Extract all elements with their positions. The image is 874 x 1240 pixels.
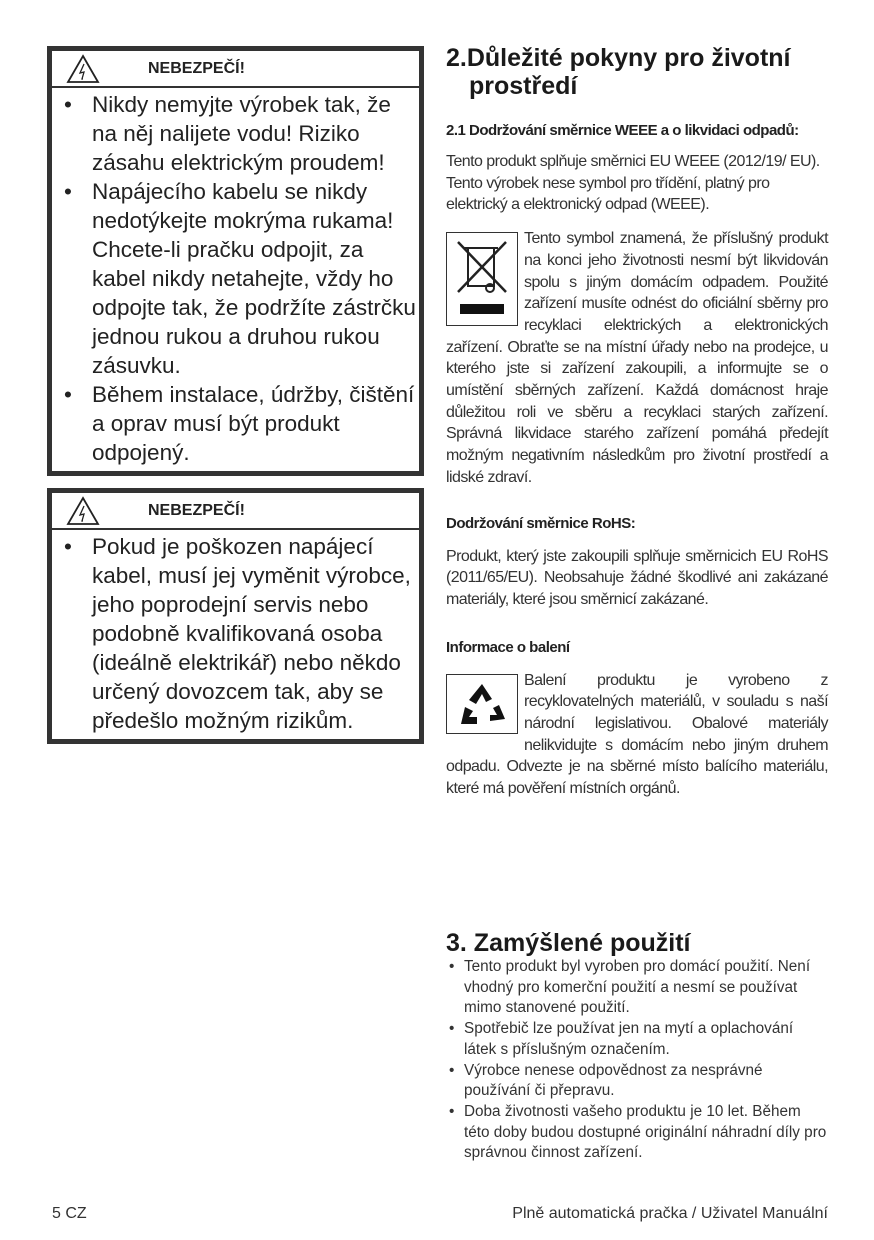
rohs-heading: Dodržování směrnice RoHS: — [446, 514, 636, 532]
danger-title: NEBEZPEČÍ! — [148, 59, 245, 77]
danger-item: • Během instalace, údržby, čištění a oprav musí být produkt odpojený. — [52, 380, 419, 467]
footer-title: Plně automatická pračka / Uživatel Manuální — [512, 1205, 828, 1222]
section-3-title: 3. Zamýšlené použití — [446, 929, 691, 957]
danger-item: • Napájecího kabelu se nikdy nedotýkejte mokrýma rukama! Chcete-li pračku odpojit, za kabel nikdy netahejte, vždy ho odpojte tak, že podržíte zástrčku jednou rukou a druhou rukou zásuvku. — [52, 177, 419, 380]
packaging-heading: Informace o balení — [446, 638, 570, 656]
title-line: prostředí — [469, 72, 578, 100]
packaging-block — [446, 670, 828, 800]
title-line: 2.Důležité pokyny pro životní — [446, 44, 791, 72]
usage-item: • Výrobce nenese odpovědnost za nesprávné používání či přepravu. — [446, 1061, 828, 1102]
section-2 — [446, 44, 828, 800]
danger-box-1 — [47, 46, 424, 476]
weee-bin-icon — [446, 232, 518, 326]
usage-item: • Doba životnosti vašeho produktu je 10 let. Během této doby budou dostupné originální náhradní díly pro správnou činnost zařízení. — [446, 1102, 828, 1164]
rohs-text: Produkt, který jste zakoupili splňuje směrnicich EU RoHS (2011/65/EU). Neobsahuje žádné škodlivé ani zakázané materiály, které jsou směrnicí zakázané. — [446, 547, 828, 608]
danger-title: NEBEZPEČÍ! — [148, 501, 245, 519]
recycle-icon — [446, 674, 518, 734]
electric-hazard-icon — [66, 496, 100, 526]
weee-text: Tento symbol znamená, že příslušný produkt na konci jeho životnosti nesmí být likvidován spolu s jiným domácím odpadem. Použité zařízení musíte odnést do oficiální sběrny pro recyklaci elektrických a elektronických zařízení. Obraťte se na místní úřady nebo na prodejce, u kterého jste si zařízení zakoupili, a informujte se o umístění sběrných zařízení. Každá domácnost hraje důležitou roli ve sběru a recyklaci starých zařízení. Správná likvidace starého zařízení pomáhá předejít možným negativním následkům pro životní prostředí a lidské zdraví. — [446, 230, 828, 486]
danger-box-2 — [47, 488, 424, 744]
danger-item: • Nikdy nemyjte výrobek tak, že na něj nalijete vodu! Riziko zásahu elektrickým proudem! — [52, 90, 419, 177]
packaging-text: Balení produktu je vyrobeno z recyklovatelných materiálů, v souladu s naší národní legislativou. Obalové materiály nelikvidujte s domácím nebo jiným druhem odpadu. Odvezte je na sběrné místo balícího materiálu, které má pověření místních orgánů. — [446, 671, 828, 798]
weee-intro: Tento produkt splňuje směrnici EU WEEE (2012/19/ EU). Tento výrobek nese symbol pro třídění, platný pro elektrický a elektronický odpad (WEEE). — [446, 153, 820, 214]
usage-item: • Spotřebič lze používat jen na mytí a oplachování látek s příslušným označením. — [446, 1019, 828, 1060]
usage-item: • Tento produkt byl vyroben pro domácí použití. Není vhodný pro komerční použití a nesmí se používat mimo stanovené použití. — [446, 957, 828, 1019]
weee-heading: 2.1 Dodržování směrnice WEEE a o likvidaci odpadů: — [446, 122, 799, 139]
section-3 — [446, 929, 828, 1164]
page-number: 5 CZ — [52, 1205, 87, 1222]
electric-hazard-icon — [66, 54, 100, 84]
danger-header — [52, 493, 419, 530]
danger-item: • Pokud je poškozen napájecí kabel, musí jej vyměnit výrobce, jeho poprodejní servis nebo podobně kvalifikovaná osoba (ideálně elektrikář) nebo někdo určený dovozcem tak, aby se předešlo možným rizikům. — [52, 532, 419, 735]
section-2-title — [446, 44, 828, 100]
danger-header — [52, 51, 419, 88]
weee-block — [446, 228, 828, 488]
